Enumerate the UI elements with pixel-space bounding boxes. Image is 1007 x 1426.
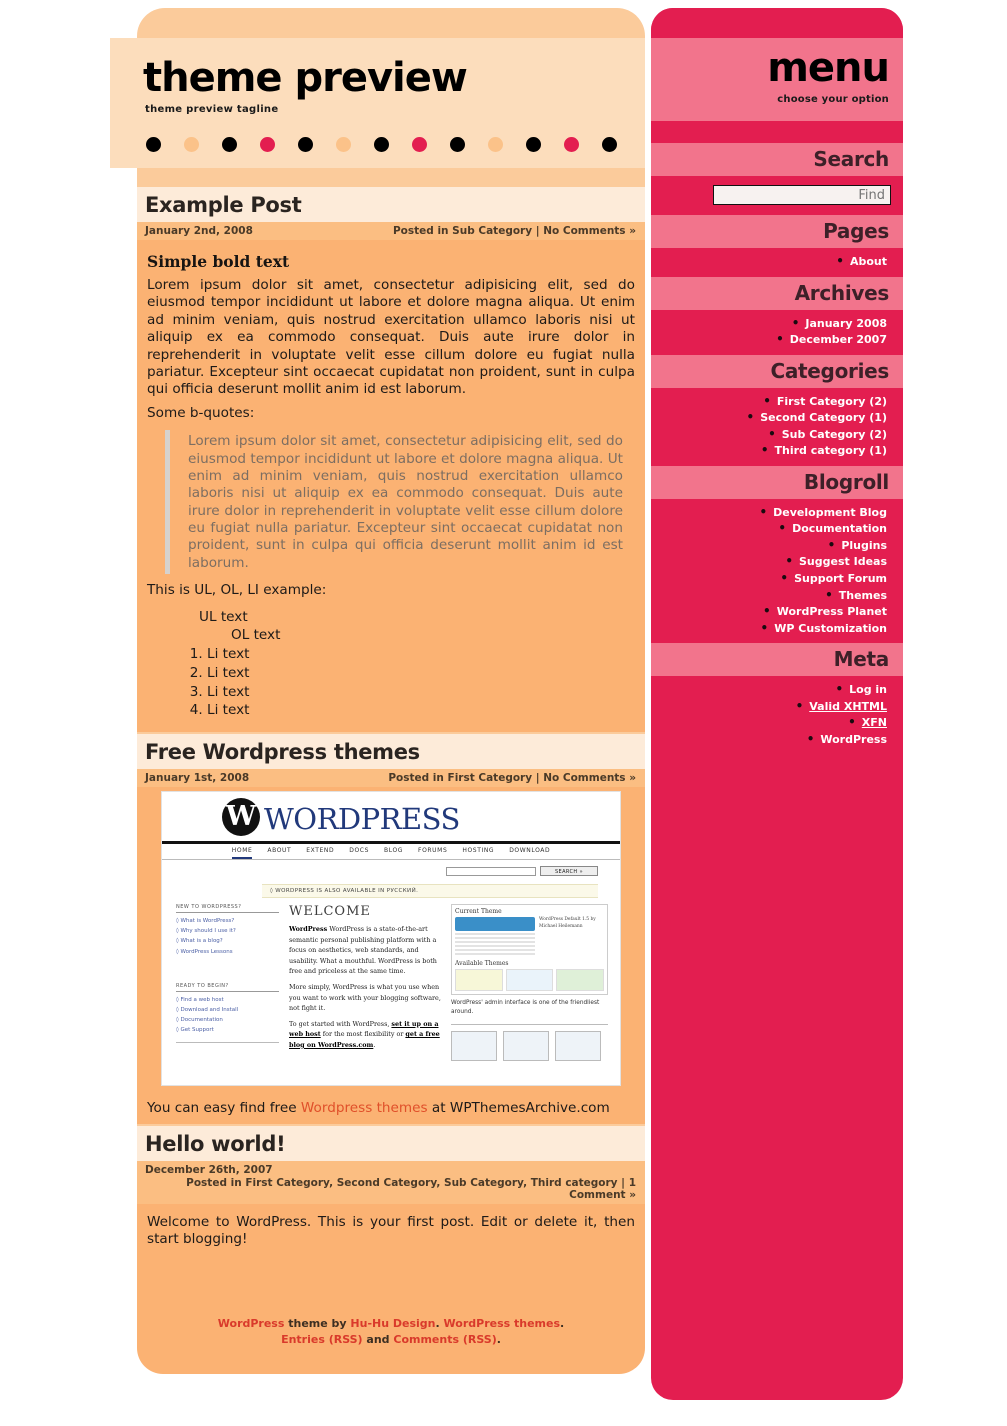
post-subheading: Simple bold text [147,252,290,271]
meta-separator: | [532,772,544,785]
ul-item: UL text [199,608,248,625]
list-item [651,587,889,604]
widget-link[interactable]: Documentation [792,522,887,536]
footer-text-1: theme by [284,1317,351,1331]
wp-thumbnail-row [451,1031,608,1061]
posted-in-label: Posted in [392,225,453,237]
post-title-band [137,185,645,222]
post-meta-right [393,225,636,237]
wp-paragraph-1: WordPress WordPress is a state-of-the-art semantic personal publishing platform with a focus on aesthetics, web standards, and usability. What a mouthful. WordPress is both free and priceless at the same time. [289,925,437,976]
widget-link[interactable]: First Category (2) [776,394,887,408]
site-header-inner [110,38,645,168]
widget-link[interactable]: December 2007 [789,333,887,347]
wp-list-item[interactable]: ◊ Find a web host [176,996,224,1003]
footer-text-3: . [560,1317,565,1331]
menu-header-top-strip [651,8,903,38]
post-date: December 26th, 2007 [145,1163,273,1176]
list-item [651,409,889,426]
widget-link[interactable]: WordPress Planet [776,605,887,619]
post-paragraph-3: This is UL, OL, LI example: [147,582,327,599]
wp-panel-title: Current Theme [455,908,502,916]
widget-link[interactable]: Sub Category (2) [781,427,887,441]
widget-title-meta: Meta [651,643,903,676]
caption-text-before: You can easy find free [147,1100,301,1117]
post-meta-example-post [137,222,645,240]
decorative-dot [260,137,275,152]
list-item [651,315,889,332]
wp-col1-heading-2: READY TO BEGIN? [176,983,279,992]
wp-search-input[interactable] [446,867,536,876]
wp-nav-item[interactable]: EXTEND [306,847,335,855]
wp-thumbnail [503,1031,549,1061]
post-title-free-wordpress-themes[interactable]: Free Wordpress themes [145,740,420,765]
wp-nav-item[interactable]: ABOUT [267,847,292,855]
wp-right-column [451,904,608,1061]
wp-thumbnail [451,1031,497,1061]
wp-nav-item[interactable]: HOME [232,847,253,859]
header-orange-strip [137,168,645,185]
wp-theme-preview-thumb [455,917,535,931]
list-item [651,570,889,587]
post-comments-link[interactable]: 1 Comment » [569,1176,636,1201]
ol-label-item: OL text [231,627,281,644]
meta-separator: | [617,1176,629,1189]
post-title-hello-world[interactable]: Hello world! [145,1131,286,1156]
post-meta-right [388,772,636,784]
post-categories-link[interactable]: First Category, Second Category, Sub Category, Third category [245,1176,618,1189]
post-meta-right [145,1177,636,1201]
list-item [651,504,889,521]
wp-welcome-heading: WELCOME [289,904,371,920]
wp-nav-item[interactable]: DOWNLOAD [509,847,551,855]
wp-nav-item[interactable]: FORUMS [418,847,448,855]
wp-columns [162,904,620,1061]
widget-list [651,253,889,270]
footer-huhu-design-link[interactable]: Hu-Hu Design [350,1317,436,1331]
post-body-hello-world [137,1204,645,1263]
list-item [651,253,889,270]
post-title-band [137,732,645,769]
caption-wordpress-themes-link[interactable]: Wordpress themes [300,1100,428,1117]
menu-subtitle: choose your option [777,94,889,105]
wp-search-button[interactable]: SEARCH » [540,866,598,876]
menu-header-bottom-strip [651,121,903,143]
list-item [651,520,889,537]
wp-para3-link-1[interactable]: set it up on a web host [289,1019,439,1039]
wp-paragraph-3 [289,1019,441,1051]
site-tagline: theme preview tagline [145,104,279,115]
widget-link[interactable]: Log in [849,683,887,697]
post-blockquote [165,430,635,574]
post-date: January 2nd, 2008 [145,225,253,237]
posts-container [137,185,645,1374]
wp-para3-link-2[interactable]: get a free blog on WordPress.com [289,1030,440,1049]
wp-theme-lines [455,933,535,955]
list-item [651,620,889,637]
wp-nav-item[interactable]: HOSTING [462,847,495,855]
wp-para3-a: To get started with WordPress, [289,1019,392,1028]
footer-text-2: . [435,1317,444,1331]
widget-title-categories: Categories [651,355,903,388]
wp-center-column [289,904,441,1061]
widget-link[interactable]: Themes [838,588,887,602]
wp-language-banner: ◊ WORDPRESS IS ALSO AVAILABLE IN РУССКИЙ. [262,884,598,898]
wp-paragraph-2: More simply, WordPress is what you use when you want to work with your blogging software, not fight it. [289,982,441,1013]
caption-text-after: at WPThemesArchive.com [427,1100,610,1117]
widget-body-meta [651,676,903,754]
widget-link[interactable]: Third category (1) [774,444,887,458]
unordered-list [147,608,635,646]
post-image-wrapper [137,787,645,1096]
decorative-dot [298,137,313,152]
widget-body-blogroll [651,499,903,643]
decorative-dot [450,137,465,152]
widget-list [651,681,889,747]
widget-body-archives [651,310,903,355]
post-paragraph-2: Some b-quotes: [147,404,255,421]
wp-para3-e: . [373,1040,376,1049]
footer-wordpress-themes-link[interactable]: WordPress themes [443,1317,561,1331]
widget-link[interactable]: Support Forum [794,572,887,586]
widget-link[interactable]: Valid XHTML [809,699,887,713]
post-meta-hello-world [137,1161,645,1204]
wp-panel-subtitle: WordPress Default 1.5 by Michael Heilemann [539,917,596,929]
wp-list-item[interactable]: ◊ WordPress Lessons [176,948,233,955]
wordpress-wordmark: WORDPRESS [264,802,460,837]
widget-title-pages: Pages [651,215,903,248]
widget-list [651,504,889,636]
decorative-dot [564,137,579,152]
list-item [651,553,889,570]
widget-list [651,393,889,459]
list-item [651,442,889,459]
wp-screenshot-caption: WordPress' admin interface is one of the friendliest around. [451,1000,600,1016]
wp-list-item[interactable]: ◊ Documentation [176,1017,223,1024]
decorative-dot [412,137,427,152]
list-item [651,393,889,410]
ordered-list [147,645,635,720]
wp-list-item[interactable]: ◊ What is WordPress? [176,918,235,925]
list-item [651,698,889,715]
widget-title-search: Search [651,143,903,176]
widget-link[interactable]: XFN [861,716,887,730]
post-category-link[interactable]: Sub Category [452,225,533,237]
ordered-list-item: 2. Li text [207,664,635,683]
wp-list-item[interactable]: ◊ Why should I use it? [176,928,236,935]
decorative-dot [146,137,161,152]
widget-link[interactable]: January 2008 [805,316,887,330]
ordered-list-item: 3. Li text [207,683,635,702]
decorative-dot [336,137,351,152]
widget-body-categories [651,388,903,466]
list-item [651,714,889,731]
sidebar [651,8,903,1400]
widget-link[interactable]: Plugins [841,538,887,552]
posted-in-label: Posted in [186,1176,246,1189]
decorative-dot [602,137,617,152]
widget-link[interactable]: Suggest Ideas [799,555,887,569]
decorative-dot [184,137,199,152]
widget-link[interactable]: WordPress [820,732,887,746]
wp-list-item[interactable]: ◊ Get Support [176,1027,214,1034]
menu-title: menu [767,45,889,91]
post-title-band [137,1124,645,1161]
widget-link[interactable]: Development Blog [773,505,887,519]
wp-nav-bar[interactable] [162,844,620,860]
posted-in-label: Posted in [388,772,448,785]
wp-current-theme-panel [451,904,608,995]
list-item [651,537,889,554]
footer-text-5: . [496,1333,501,1347]
post-caption-free-wordpress-themes [137,1096,645,1123]
post-comments-link[interactable]: No Comments » [543,225,636,237]
search-input[interactable] [713,185,891,205]
wp-divider [451,1024,608,1025]
site-header [137,8,645,168]
decorative-dot [374,137,389,152]
post-meta-free-wordpress-themes [137,769,645,787]
wp-list-item[interactable]: ◊ What is a blog? [176,938,223,945]
site-title[interactable]: theme preview [143,55,467,101]
nested-unordered-list [199,626,635,645]
content-column [110,8,645,1374]
wordpress-logo-icon: W [222,798,260,836]
footer-wordpress-link[interactable]: WordPress [217,1317,285,1331]
list-item [651,681,889,698]
widget-title-archives: Archives [651,277,903,310]
blockquote-text: Lorem ipsum dolor sit amet, consectetur adipisicing elit, sed do eiusmod tempor incididunt ut labore et dolore magna aliqua. Ut enim ad minim veniam, quis nostrud exercitation ullamco laboris nisi ut aliquip ex ea commodo consequat. Duis aute irure dolor in reprehenderit in voluptate velit esse cillum dolore eu fugiat nulla pariatur. Excepteur sint occaecat cupidatat non proident, sunt in culpa qui officia deserunt mollit anim id est laborum. [188,433,623,571]
wp-available-themes-title: Available Themes [455,960,509,968]
decorative-dots-row [110,115,645,168]
decorative-dot [488,137,503,152]
wp-para3-c: for the most flexibility or [320,1030,406,1039]
widget-link[interactable]: About [849,255,887,268]
wp-thumbnail [555,1031,601,1061]
wp-divider [176,1042,279,1043]
wp-col1-list-2 [176,995,279,1036]
widget-title-blogroll: Blogroll [651,466,903,499]
list-item [651,731,889,748]
list-item [651,331,889,348]
ordered-list-item: 1. Li text [207,645,635,664]
wp-nav-item[interactable]: BLOG [384,847,404,855]
list-example-block [147,608,635,721]
list-item [651,426,889,443]
footer-line-1 [137,1316,645,1332]
widget-body-pages [651,248,903,277]
menu-header [651,38,903,121]
post-category-link[interactable]: First Category [447,772,533,785]
footer-text-4: and [362,1333,394,1347]
post-paragraph-1: Lorem ipsum dolor sit amet, consectetur adipisicing elit, sed do eiusmod tempor incididunt ut labore et dolore magna aliqua. Ut enim ad minim veniam, quis nostrud exercitation ullamco laboris nisi ut aliquip ex ea commodo consequat. Duis aute irure dolor in reprehenderit in voluptate velit esse cillum dolore eu fugiat nulla pariatur. Excepteur sint occaecat cupidatat non proident, sunt in culpa qui officia deserunt mollit anim id est laborum. [147,277,635,398]
footer-line-2 [137,1332,645,1348]
wordpress-homepage-screenshot[interactable] [161,791,621,1086]
wp-left-column [176,904,279,1061]
wp-col1-heading-1: NEW TO WORDPRESS? [176,904,279,913]
footer-comments-rss-link[interactable]: Comments (RSS) [393,1333,497,1347]
wp-para1-text: WordPress is a state-of-the-art semantic personal publishing platform with a focus on aesthetics, web standards, and usability. What a mouthful. WordPress is both free and priceless at the same time. [289,925,437,976]
post-title-example-post[interactable]: Example Post [145,193,302,217]
post-date: January 1st, 2008 [145,772,250,785]
wp-list-item[interactable]: ◊ Download and Install [176,1007,239,1013]
hello-world-text: Welcome to WordPress. This is your first post. Edit or delete it, then start blogging! [147,1213,635,1247]
widget-list [651,315,889,348]
decorative-dot [222,137,237,152]
widget-link[interactable]: Second Category (1) [760,411,887,425]
meta-separator: | [532,225,544,237]
post-body-example-post [137,240,645,732]
wp-col1-list-1 [176,916,279,957]
wp-nav-item[interactable]: DOCS [349,847,369,855]
sidebar-widgets [651,215,903,754]
ordered-list-item: 4. Li text [207,701,635,720]
wp-search-row [162,860,620,880]
search-widget [651,176,903,215]
post-comments-link[interactable]: No Comments » [543,772,636,785]
widget-link[interactable]: WP Customization [774,621,887,635]
footer-entries-rss-link[interactable]: Entries (RSS) [281,1333,363,1347]
site-footer [137,1262,645,1364]
wp-logo-row [162,792,620,844]
decorative-dot [526,137,541,152]
list-item [651,603,889,620]
